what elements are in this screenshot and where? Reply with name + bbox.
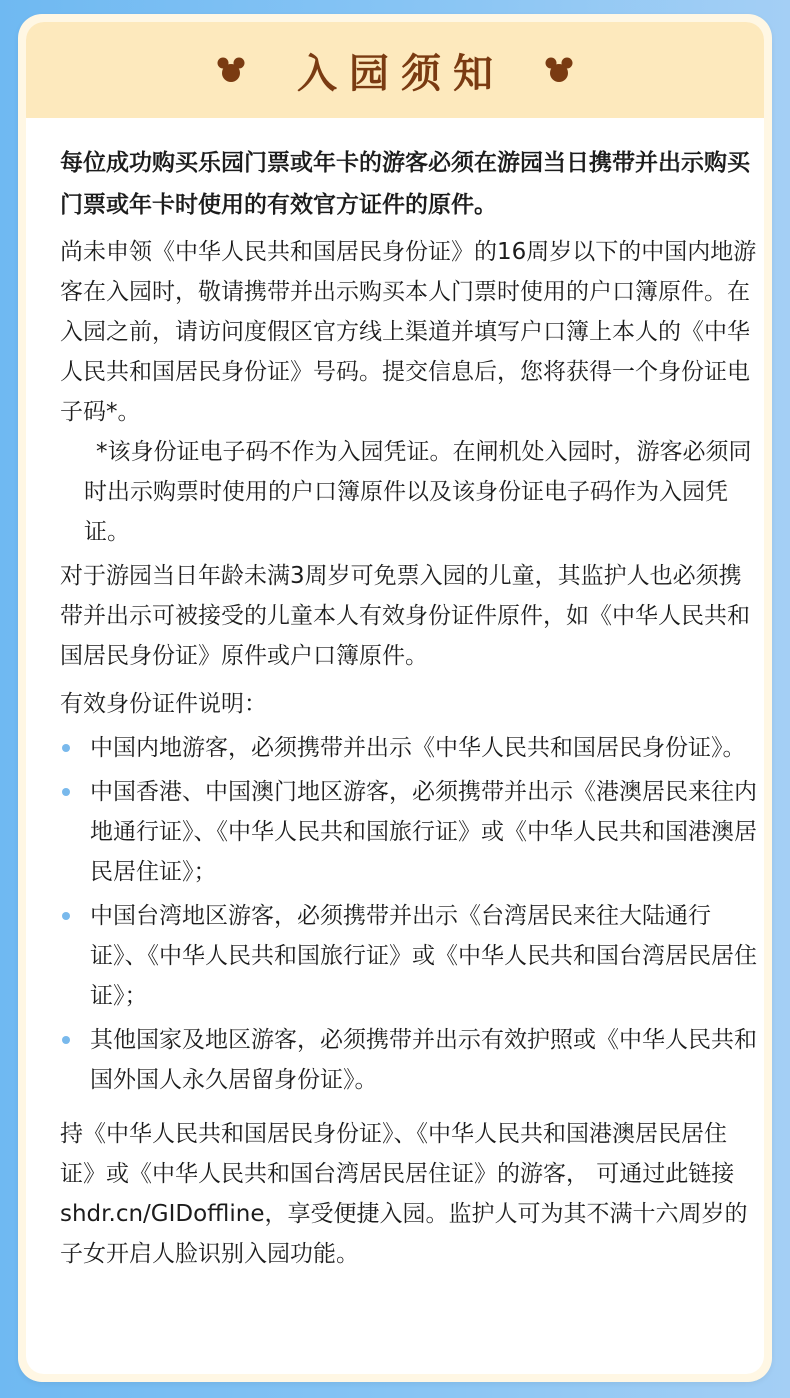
minor-paragraph: 尚未申领《中华人民共和国居民身份证》的16周岁以下的中国内地游客在入园时，敬请携带并出示购买本人门票时使用的户口簿原件。在入园之前，请访问度假区官方线上渠道并填写户口簿上本人的《中华人民共和国居民身份证》号码。提交信息后，您将获得一个身份证电子码*。 xyxy=(60,239,757,425)
intro-paragraph: 每位成功购买乐园门票或年卡的游客必须在游园当日携带并出示购买门票或年卡时使用的有效官方证件的原件。 xyxy=(60,150,750,218)
note-paragraph xyxy=(60,432,760,552)
list-item: 其他国家及地区游客，必须携带并出示有效护照或《中华人民共和国外国人永久居留身份证》。 xyxy=(60,1020,760,1100)
notice-header xyxy=(26,22,764,118)
list-item: 中国内地游客，必须携带并出示《中华人民共和国居民身份证》。 xyxy=(60,728,760,768)
notice-card-body xyxy=(26,22,764,1374)
notice-content xyxy=(60,142,760,1274)
note-text: *该身份证电子码不作为入园凭证。在闸机处入园时，游客必须同时出示购票时使用的户口簿原件以及该身份证电子码作为入园凭证。 xyxy=(84,439,752,545)
mickey-icon xyxy=(217,57,245,83)
bullet-icon xyxy=(62,1036,70,1044)
bullet-icon xyxy=(62,744,70,752)
list-item: 中国台湾地区游客，必须携带并出示《台湾居民来往大陆通行证》、《中华人民共和国旅行证》或《中华人民共和国台湾居民居住证》； xyxy=(60,896,760,1016)
child-paragraph: 对于游园当日年龄未满3周岁可免票入园的儿童，其监护人也必须携带并出示可被接受的儿童本人有效身份证件原件，如《中华人民共和国居民身份证》原件或户口簿原件。 xyxy=(60,563,750,669)
mickey-icon xyxy=(545,57,573,83)
notice-card xyxy=(18,14,772,1382)
page-title: 入园须知 xyxy=(297,50,505,97)
list-item: 中国香港、中国澳门地区游客，必须携带并出示《港澳居民来往内地通行证》、《中华人民共和国旅行证》或《中华人民共和国港澳居民居住证》； xyxy=(60,772,760,892)
id-list-title: 有效身份证件说明： xyxy=(60,691,267,717)
bullet-icon xyxy=(62,788,70,796)
face-entry-paragraph: 持《中华人民共和国居民身份证》、《中华人民共和国港澳居民居住证》或《中华人民共和国台湾居民居住证》的游客， 可通过此链接shdr.cn/GIDoffline，享受便捷入园。监护人可为其不满十六周岁的子女开启人脸识别入园功能。 xyxy=(60,1121,748,1267)
bullet-icon xyxy=(62,912,70,920)
id-list xyxy=(60,728,760,1100)
